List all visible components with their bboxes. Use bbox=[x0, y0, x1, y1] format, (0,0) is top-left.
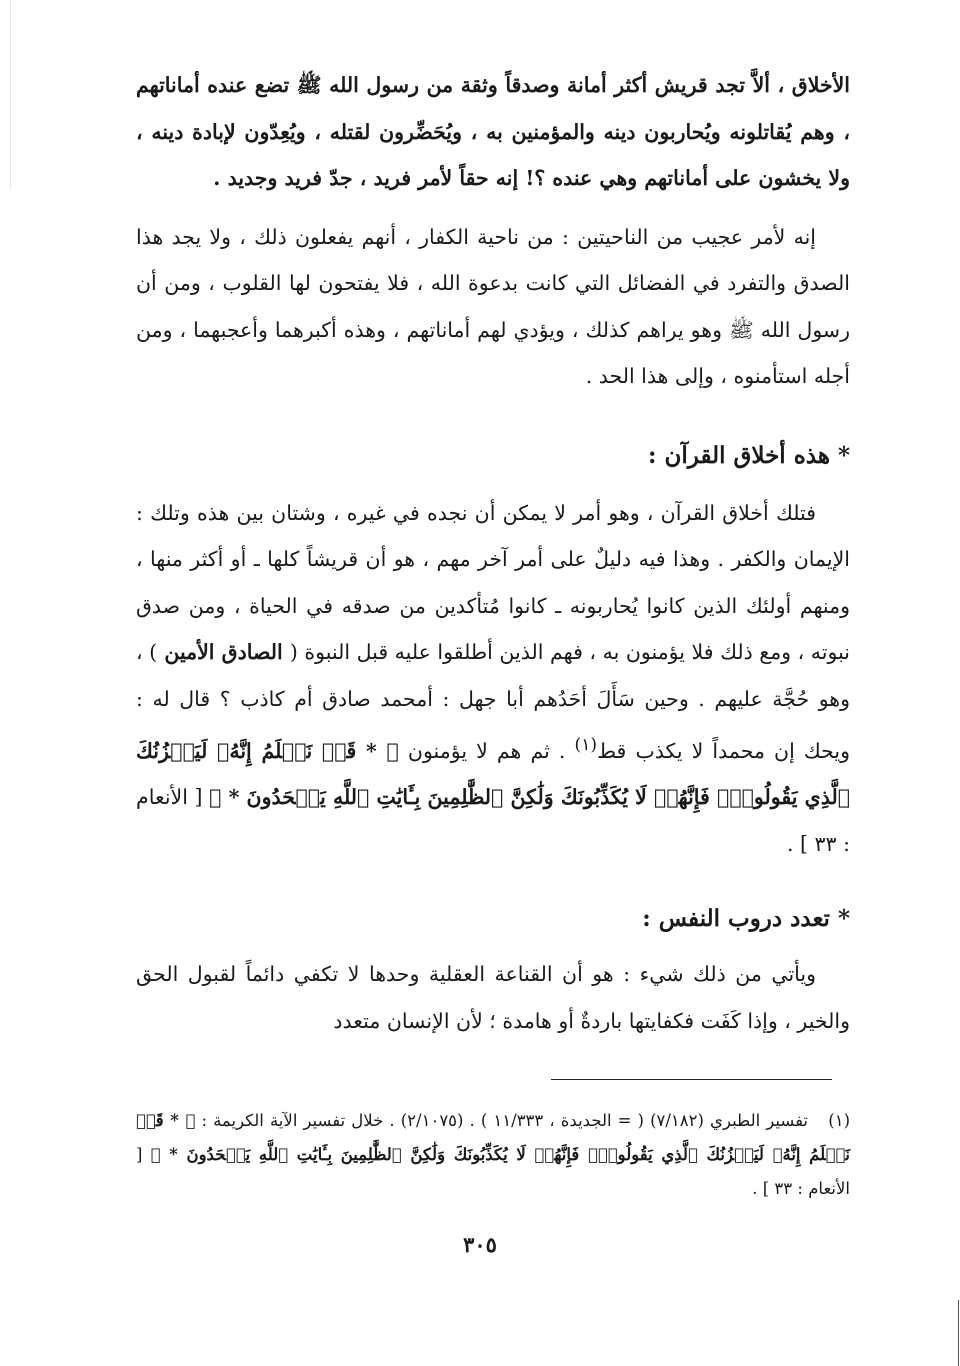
page-body bbox=[136, 62, 850, 1044]
footnote-quran-verse: ﴿ * قَدۡ نَعۡلَمُ إِنَّهُۥ لَيَحۡزُنُكَ ٱلَّذِي يَقُولُونَۖ فَإِنَّهُمۡ لَا يُكَذِّبُونَكَ وَلَٰكِنَّ ٱلظَّٰلِمِينَ بِـَٔايَٰتِ ٱللَّهِ يَجۡحَدُونَ * ﴾ bbox=[136, 1111, 851, 1164]
page-number: ٣٠٥ bbox=[463, 1232, 497, 1257]
quran-verse: ﴿ * قَدۡ نَعۡلَمُ إِنَّهُۥ لَيَحۡزُنُكَ ٱلَّذِي يَقُولُونَۖ فَإِنَّهُمۡ لَا يُكَذِّبُونَكَ وَلَٰكِنَّ ٱلظَّٰلِمِينَ بِـَٔايَٰتِ ٱللَّهِ يَجۡحَدُونَ * ﴾ bbox=[136, 738, 850, 810]
paragraph-3-text-b: ) ، وهو حُجَّة عليهم . وحين سَأَلَ أحَدُهم أبا جهل : أمحمد صادق أم كاذب ؟ قال له : ويحك إن محمداً لا يكذب قط bbox=[136, 640, 851, 763]
footnote-number: (١) bbox=[828, 1111, 851, 1130]
paragraph-2: إنه لأمر عجيب من الناحيتين : من ناحية الكفار ، أنهم يفعلون ذلك ، ولا يجد هذا الصدق والتفرد في الفضائل التي كانت بدعوة الله ، فلا يفتحون لها القلوب ، ومن أن رسول الله ﷺ وهو يراهم كذلك ، ويؤدي لهم أماناتهم ، وهذه أكبرهما وأعجبهما ، ومن أجله استأمنوه ، وإلى هذا الحد . bbox=[136, 224, 850, 388]
section-heading-quran-ethics: * هذه أخلاق القرآن : bbox=[648, 441, 850, 469]
quran-citation: [ الأنعام : ٣٣ ] . bbox=[136, 785, 850, 856]
scan-edge-line bbox=[958, 1300, 959, 1366]
footnote-reference: (١) bbox=[574, 735, 598, 755]
footnote bbox=[136, 1104, 850, 1206]
footnote-separator bbox=[551, 1079, 832, 1080]
scan-edge-mark bbox=[10, 0, 11, 190]
paragraph-3-text-a: فتلك أخلاق القرآن ، وهو أمر لا يمكن أن نجده في غيره ، وشتان بين هذه وتلك : الإيمان والكفر . وهذا فيه دليلٌ على أمر آخر مهم ، هو أن قريشاً كلها ـ أو أكثر منها ، ومنهم أولئك الذين كانوا يُحاربونه ـ كانوا مُتأكدين من صدقه في الحياة ، ومن صدق نبوته ، ومع ذلك فلا يؤمنون به ، فهم الذين أطلقوا عليه قبل النبوة ( bbox=[136, 500, 850, 664]
paragraph-1: الأخلاق ، ألاَّ تجد قريش أكثر أمانة وصدقاً وثقة من رسول الله ﷺ تضع عنده أماناتهم ، وهم يُقاتلونه ويُحاربون دينه والمؤمنين به ، ويُحَضِّرون لقتله ، ويُعِدّون لإبادة دينه ، ولا يخشون على أماناتهم وهي عنده ؟! إنه حقاً لأمر فريد ، جدّ فريد وجديد . bbox=[136, 73, 850, 190]
bold-term-al-sadiq-al-amin: الصادق الأمين bbox=[157, 640, 290, 664]
paragraph-4: ويأتي من ذلك شيء : هو أن القناعة العقلية وحدها لا تكفي دائماً لقبول الحق والخير ، وإذا كَفَت فكفايتها باردةٌ أو هامدة ؛ لأن الإنسان متعدد bbox=[136, 962, 850, 1033]
section-heading-paths-of-soul: * تعدد دروب النفس : bbox=[642, 905, 850, 933]
footnote-citation: [ الأنعام : ٣٣ ] . bbox=[136, 1145, 850, 1198]
paragraph-3-text-c: . ثم هم لا يؤمنون bbox=[398, 738, 575, 763]
footnote-text: تفسير الطبري (٧/١٨٢) ( = الجديدة ، ١١/٣٣٣ ) . (٢/١٠٧٥) . خلال تفسير الآية الكريمة : bbox=[195, 1111, 809, 1130]
paragraph-3 bbox=[136, 490, 850, 868]
